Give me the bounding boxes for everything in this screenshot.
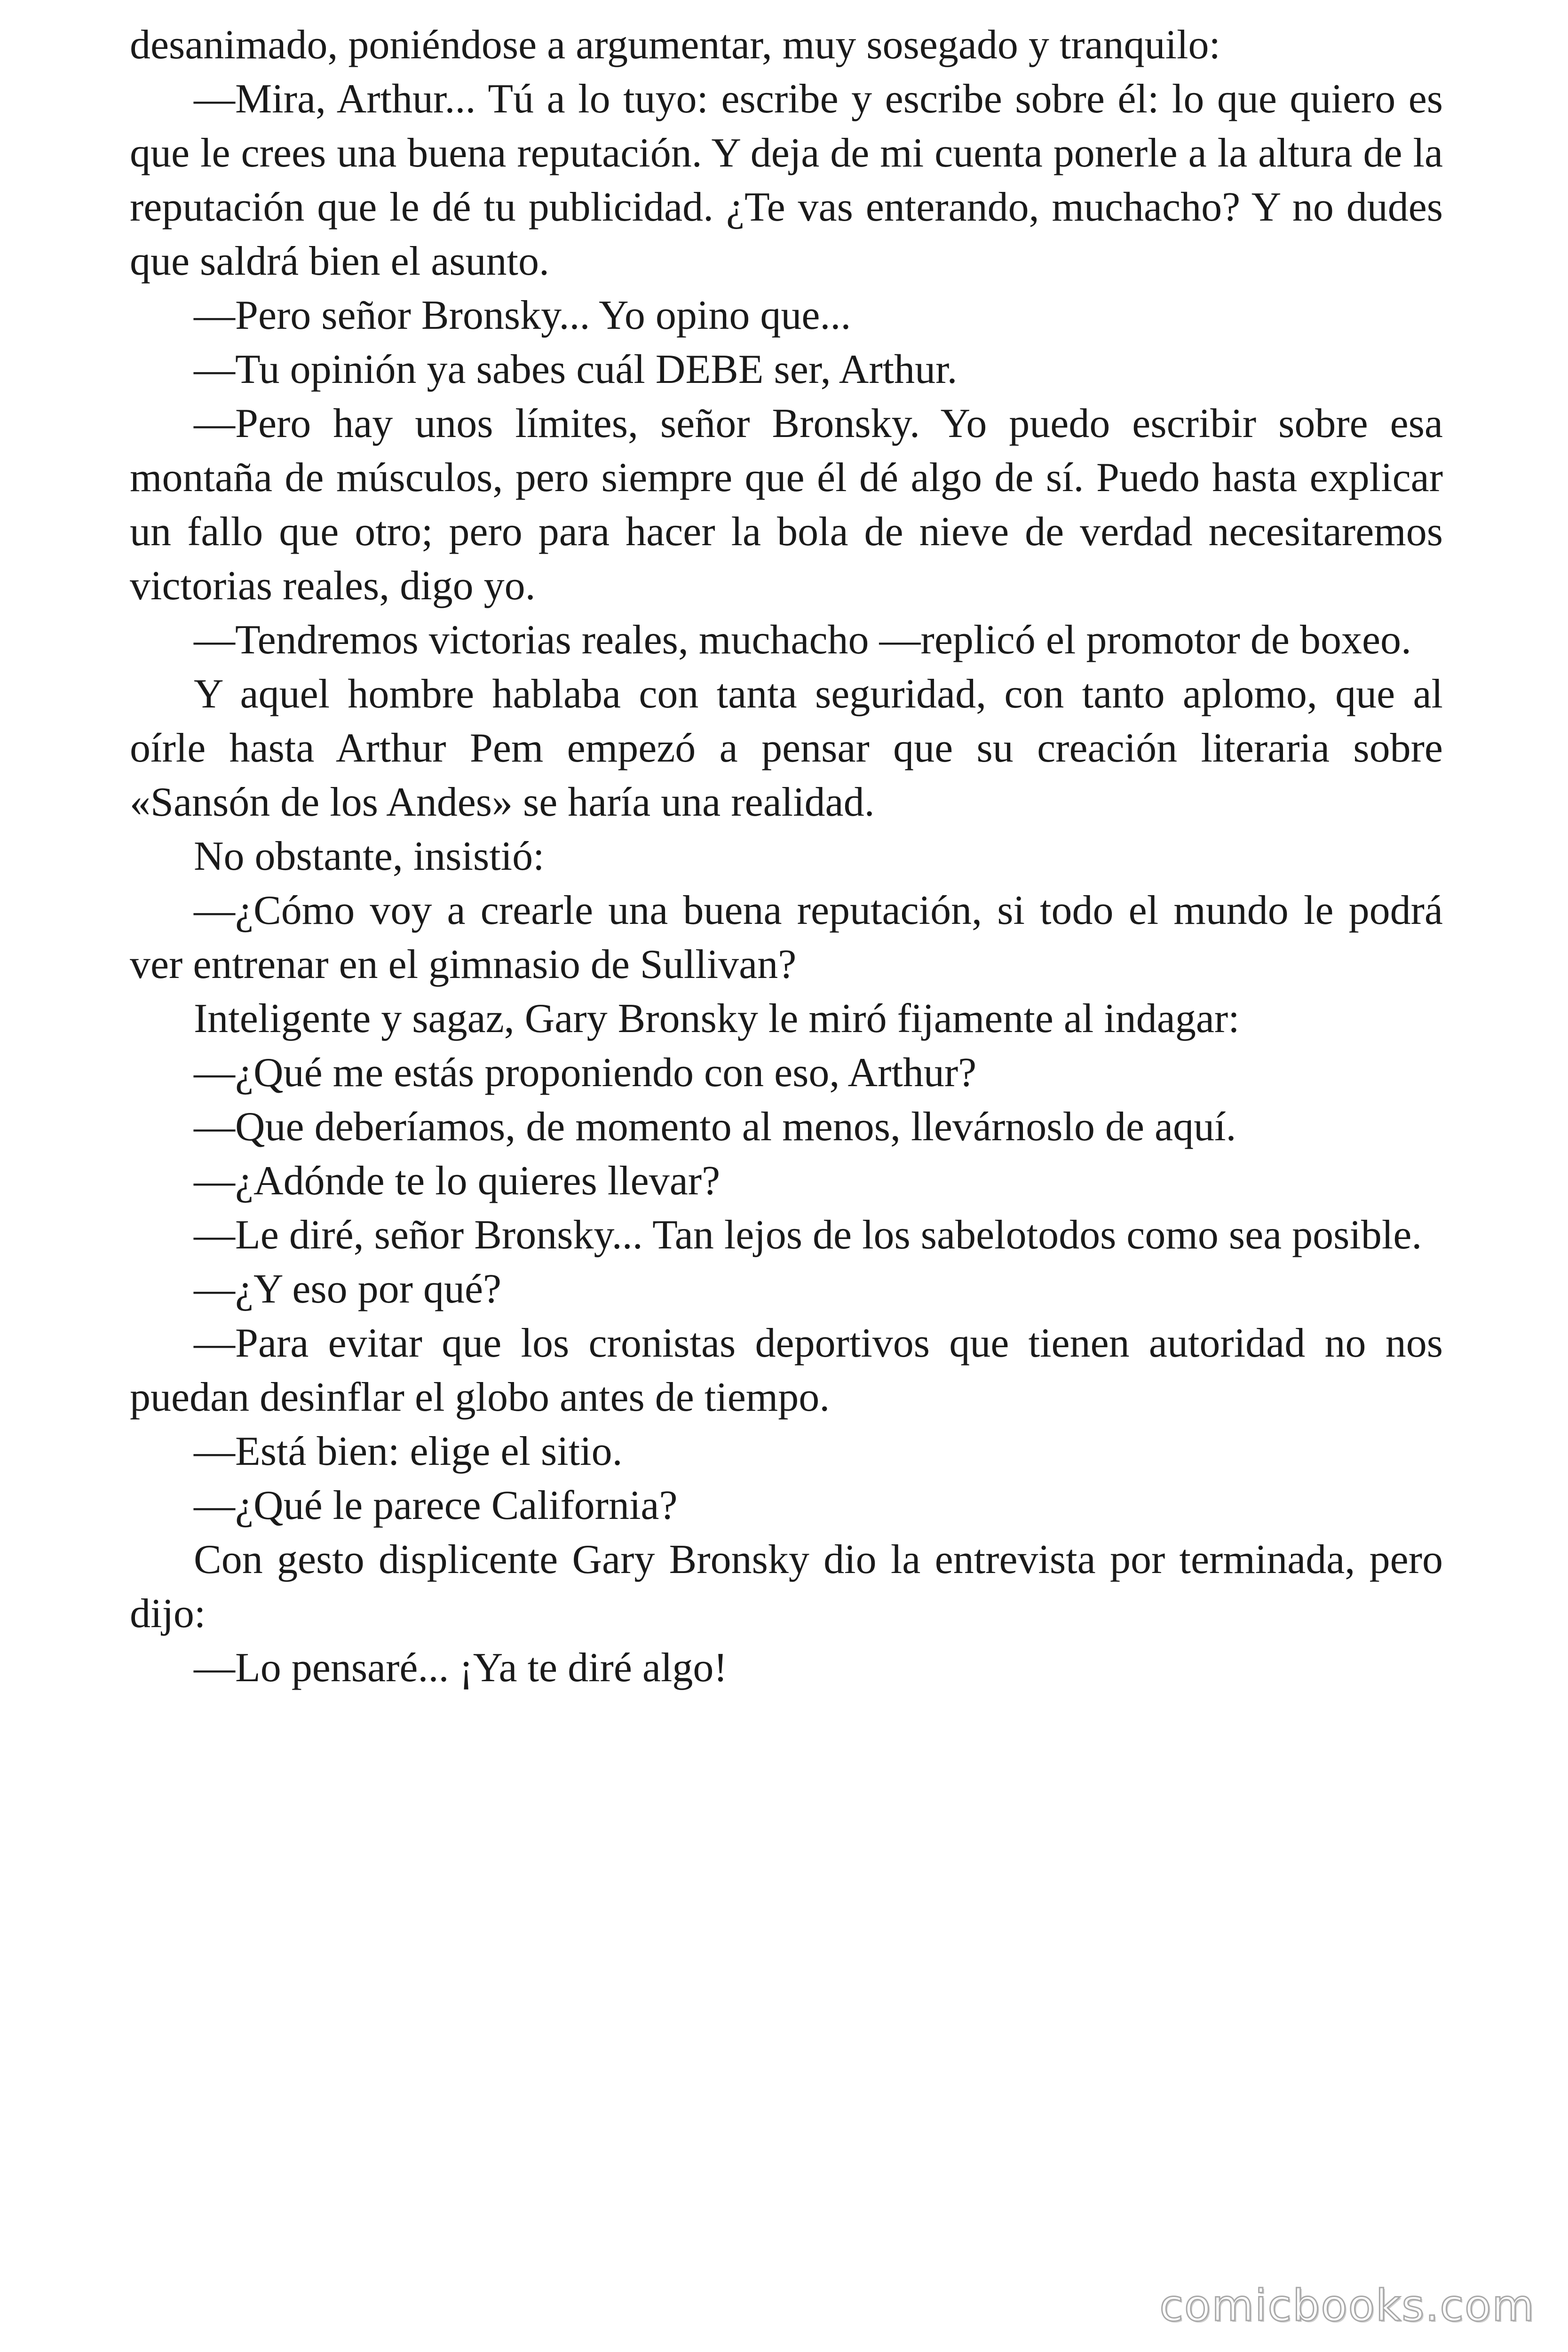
paragraph: Inteligente y sagaz, Gary Bronsky le miró fijamente al indagar: xyxy=(194,996,1240,1041)
paragraph: —Tu opinión ya sabes cuál DEBE ser, Arthur. xyxy=(194,347,958,392)
paragraph: —Mira, Arthur... Tú a lo tuyo: escribe y escribe sobre él: lo que quiero es que le crees una buena reputación. Y deja de mi cuenta ponerle a la altura de la reputación que le dé tu publicidad. ¿Te vas enterando, muchacho? Y no dudes que saldrá bien el asunto. xyxy=(130,76,1443,284)
paragraph: —¿Qué me estás proponiendo con eso, Arthur? xyxy=(194,1050,977,1096)
paragraph: —Le diré, señor Bronsky... Tan lejos de los sabelotodos como sea posible. xyxy=(194,1212,1422,1258)
paragraph: —Que deberíamos, de momento al menos, llevárnoslo de aquí. xyxy=(194,1104,1236,1150)
paragraph: No obstante, insistió: xyxy=(194,834,545,879)
paragraph: Con gesto displicente Gary Bronsky dio la entrevista por terminada, pero dijo: xyxy=(130,1537,1443,1637)
paragraph: —Pero hay unos límites, señor Bronsky. Yo puedo escribir sobre esa montaña de músculos, pero siempre que él dé algo de sí. Puedo hasta explicar un fallo que otro; pero para hacer la bola de nieve de verdad necesitaremos victorias reales, digo yo. xyxy=(130,401,1443,609)
paragraph: —Tendremos victorias reales, muchacho —replicó el promotor de boxeo. xyxy=(194,617,1411,663)
paragraph: —Para evitar que los cronistas deportivos que tienen autoridad no nos puedan desinflar el globo antes de tiempo. xyxy=(130,1320,1443,1420)
watermark-logo: comicbooks.com xyxy=(1159,2280,1535,2331)
paragraph: —Lo pensaré... ¡Ya te diré algo! xyxy=(194,1645,728,1691)
paragraph: —¿Y eso por qué? xyxy=(194,1266,502,1312)
paragraph: Y aquel hombre hablaba con tanta seguridad, con tanto aplomo, que al oírle hasta Arthur Pem empezó a pensar que su creación literaria sobre «Sansón de los Andes» se haría una realidad. xyxy=(130,671,1443,825)
book-page-text xyxy=(130,18,1443,1695)
paragraph: —Pero señor Bronsky... Yo opino que... xyxy=(194,293,851,338)
paragraph: desanimado, poniéndose a argumentar, muy sosegado y tranquilo: xyxy=(130,22,1220,68)
paragraph: —¿Adónde te lo quieres llevar? xyxy=(194,1158,721,1204)
paragraph: —Está bien: elige el sitio. xyxy=(194,1429,623,1474)
paragraph: —¿Cómo voy a crearle una buena reputación, si todo el mundo le podrá ver entrenar en el gimnasio de Sullivan? xyxy=(130,888,1443,987)
paragraph: —¿Qué le parece California? xyxy=(194,1483,678,1528)
